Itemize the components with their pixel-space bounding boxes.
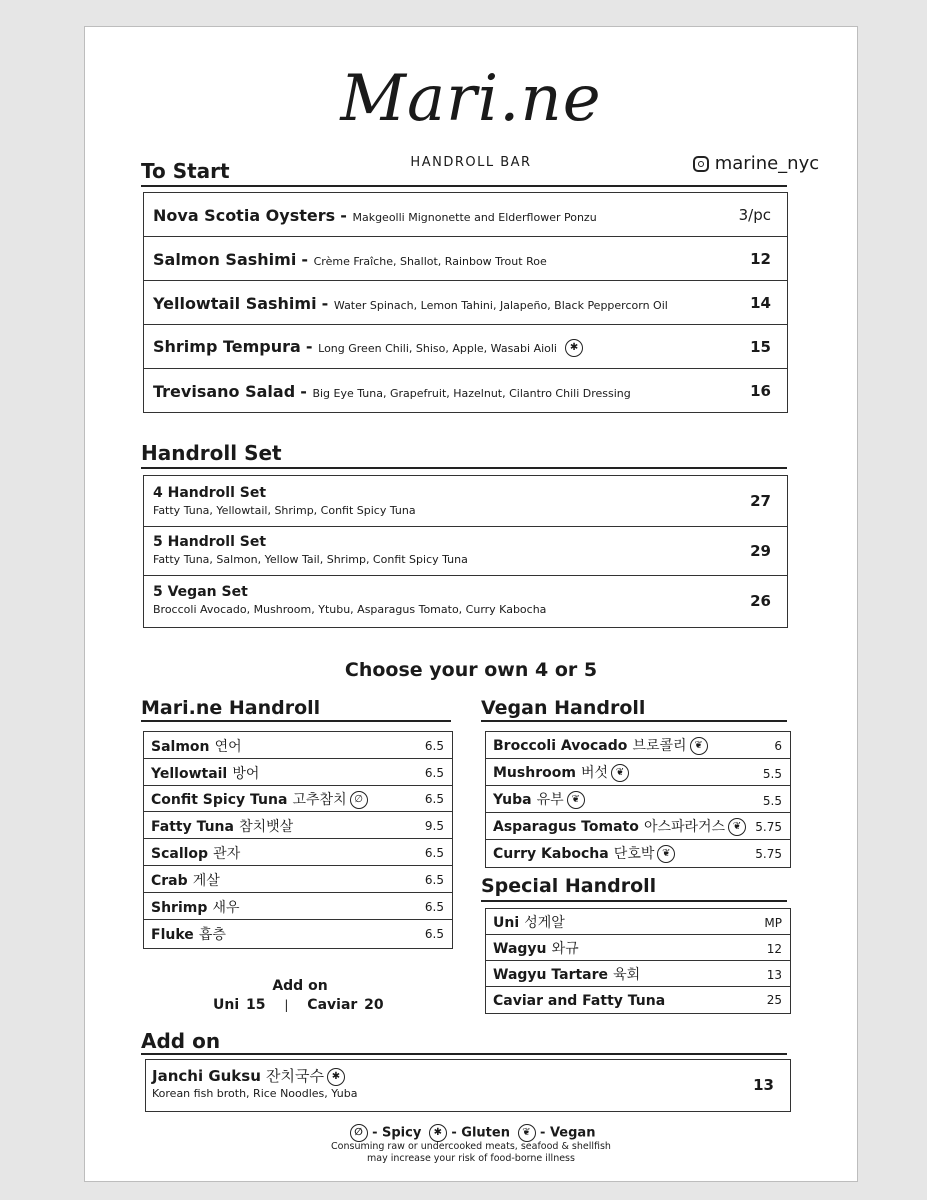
- addon-item: [152, 1065, 345, 1086]
- item-desc: Crème Fraîche, Shallot, Rainbow Trout Roe: [313, 255, 547, 268]
- instagram-text: marine_nyc: [714, 153, 820, 174]
- item-price: MP: [764, 916, 782, 930]
- item-name: Crab: [151, 873, 188, 889]
- item-price: 6.5: [424, 900, 444, 914]
- menu-item: Trevisano Salad - Big Eye Tuna, Grapefruit, Hazelnut, Cilantro Chili Dressing 16: [153, 382, 771, 401]
- list-item: [144, 893, 452, 920]
- item-desc: Water Spinach, Lemon Tahini, Jalapeño, Black Peppercorn Oil: [333, 299, 668, 312]
- item-desc: Long Green Chili, Shiso, Apple, Wasabi Aioli: [318, 342, 557, 355]
- vegan-icon: ❦: [657, 845, 675, 863]
- item-price: 6.5: [424, 846, 444, 860]
- to-start-title: To Start: [141, 159, 230, 183]
- instagram-icon: [693, 156, 709, 172]
- instagram-handle[interactable]: [693, 153, 819, 174]
- vegan-icon: ❦: [728, 818, 746, 836]
- legend: [85, 1124, 857, 1142]
- item-name: Fatty Tuna: [151, 819, 234, 835]
- caviar-price: 20: [364, 997, 384, 1013]
- item-name: Fluke: [151, 927, 194, 943]
- item-price: 9.5: [424, 819, 444, 833]
- food-safety-notice: [85, 1141, 857, 1165]
- list-item: [486, 732, 790, 759]
- item-kr: 새우: [212, 900, 240, 916]
- uni-label: Uni: [213, 997, 240, 1013]
- item-price: 6.5: [424, 792, 444, 806]
- item-name: Yellowtail Sashimi: [153, 294, 317, 313]
- list-item: [486, 813, 790, 840]
- item-price: 29: [750, 542, 771, 560]
- handroll-set-rule: [141, 467, 787, 469]
- menu-item: [144, 527, 787, 576]
- item-price: 26: [750, 592, 771, 610]
- gluten-icon: ✱: [327, 1068, 345, 1086]
- list-item: [486, 961, 790, 987]
- item-kr: 관자: [213, 846, 241, 862]
- legend-spicy: - Spicy: [372, 1125, 422, 1141]
- addon-title: Add on: [141, 1029, 221, 1053]
- item-name: Asparagus Tomato: [493, 819, 639, 835]
- item-name: Trevisano Salad: [153, 382, 296, 401]
- item-price: 12: [766, 942, 782, 956]
- item-price: 13: [753, 1076, 774, 1094]
- item-desc: Fatty Tuna, Salmon, Yellow Tail, Shrimp, Confit Spicy Tuna: [153, 553, 468, 566]
- item-name: Wagyu Tartare: [493, 967, 609, 983]
- to-start-box: [143, 192, 788, 413]
- uni-price: 15: [246, 997, 266, 1013]
- item-name: 5 Vegan Set: [153, 584, 248, 600]
- vegan-handroll-rule: [481, 720, 787, 722]
- to-start-rule: [141, 185, 787, 187]
- item-name: Broccoli Avocado: [493, 738, 628, 754]
- list-item: [144, 812, 452, 839]
- item-kr: 게살: [192, 873, 220, 889]
- item-desc: Makgeolli Mignonette and Elderflower Ponzu: [352, 211, 597, 224]
- item-price: 5.75: [755, 820, 782, 834]
- item-kr: 연어: [214, 739, 242, 755]
- item-price: 14: [750, 294, 771, 312]
- item-name: Salmon: [151, 739, 210, 755]
- menu-item: [144, 576, 787, 626]
- brand-logo: Mari.ne: [340, 62, 602, 136]
- list-item: [144, 839, 452, 866]
- list-item: [144, 920, 452, 947]
- addon-rule: [141, 1053, 787, 1055]
- list-item: [486, 840, 790, 867]
- menu-item: Nova Scotia Oysters - Makgeolli Mignonette and Elderflower Ponzu 3/pc: [144, 193, 787, 237]
- item-name: Shrimp Tempura: [153, 337, 301, 356]
- item-name: 4 Handroll Set: [153, 485, 267, 501]
- addon-small-prices: [213, 997, 384, 1013]
- list-item: [144, 759, 452, 786]
- item-kr: 참치뱃살: [239, 819, 294, 835]
- vegan-icon: ❦: [611, 764, 629, 782]
- item-kr: 버섯: [581, 765, 609, 781]
- notice-line-2: may increase your risk of food-borne illness: [367, 1153, 575, 1164]
- item-kr: 유부: [536, 792, 564, 808]
- item-name: 5 Handroll Set: [153, 534, 267, 550]
- marine-handroll-rule: [141, 720, 451, 722]
- menu-item: Shrimp Tempura - Long Green Chili, Shiso, Apple, Wasabi Aioli ✱ 15: [144, 325, 787, 369]
- item-kr: 와규: [551, 941, 579, 957]
- item-name: Uni: [493, 915, 520, 931]
- handroll-set-box: [143, 475, 788, 628]
- list-item: [486, 759, 790, 786]
- legend-vegan: - Vegan: [540, 1125, 596, 1141]
- item-price: 5.5: [762, 767, 782, 781]
- marine-handroll-box: [143, 731, 453, 949]
- vegan-handroll-box: [485, 731, 791, 868]
- item-price: 15: [750, 338, 771, 356]
- item-price: 3/pc: [738, 206, 771, 224]
- vegan-icon: ❦: [567, 791, 585, 809]
- item-price: 6.5: [424, 927, 444, 941]
- gluten-icon: ✱: [565, 339, 583, 357]
- list-item: [486, 786, 790, 813]
- addon-small-title: Add on: [272, 978, 328, 994]
- gluten-icon: ✱: [429, 1124, 447, 1142]
- spicy-icon: ∅: [350, 791, 368, 809]
- item-desc: Broccoli Avocado, Mushroom, Ytubu, Asparagus Tomato, Curry Kabocha: [153, 603, 547, 616]
- item-price: 16: [750, 382, 771, 400]
- item-kr: 브로콜리: [632, 738, 687, 754]
- menu-page: [84, 26, 858, 1182]
- item-desc: Fatty Tuna, Yellowtail, Shrimp, Confit Spicy Tuna: [153, 504, 416, 517]
- brand-subtitle: HANDROLL BAR: [410, 155, 532, 170]
- item-kr: 아스파라거스: [643, 819, 726, 835]
- list-item: [486, 935, 790, 961]
- list-item: [144, 786, 452, 812]
- item-name: Mushroom: [493, 765, 576, 781]
- addon-divider: |: [284, 998, 289, 1012]
- item-kr: 성게알: [524, 915, 565, 931]
- list-item: [486, 987, 790, 1013]
- item-kr: 육회: [613, 967, 641, 983]
- item-name: Salmon Sashimi: [153, 250, 297, 269]
- item-name: Curry Kabocha: [493, 846, 609, 862]
- item-desc: Korean fish broth, Rice Noodles, Yuba: [152, 1087, 358, 1100]
- item-name: Janchi Guksu: [152, 1067, 261, 1085]
- vegan-icon: ❦: [518, 1124, 536, 1142]
- spicy-icon: ∅: [350, 1124, 368, 1142]
- vegan-handroll-title: Vegan Handroll: [481, 697, 646, 719]
- menu-item: Salmon Sashimi - Crème Fraîche, Shallot, Rainbow Trout Roe 12: [144, 237, 787, 281]
- notice-line-1: Consuming raw or undercooked meats, seafood & shellfish: [331, 1141, 611, 1152]
- legend-gluten: - Gluten: [451, 1125, 510, 1141]
- marine-handroll-title: Mari.ne Handroll: [141, 697, 321, 719]
- vegan-icon: ❦: [690, 737, 708, 755]
- special-handroll-box: [485, 908, 791, 1014]
- item-name: Nova Scotia Oysters: [153, 206, 336, 225]
- item-name: Caviar and Fatty Tuna: [493, 993, 666, 1009]
- item-price: 13: [766, 968, 782, 982]
- menu-item: [144, 476, 787, 527]
- handroll-set-title: Handroll Set: [141, 441, 282, 465]
- item-kr: 흡층: [198, 927, 226, 943]
- item-price: 6.5: [424, 873, 444, 887]
- item-kr: 고추참치: [292, 792, 347, 808]
- caviar-label: Caviar: [307, 997, 358, 1013]
- item-price: 5.5: [762, 794, 782, 808]
- item-price: 5.75: [755, 847, 782, 861]
- addon-box: [145, 1059, 791, 1112]
- menu-item: Yellowtail Sashimi - Water Spinach, Lemon Tahini, Jalapeño, Black Peppercorn Oil 14: [144, 281, 787, 325]
- item-desc: Big Eye Tuna, Grapefruit, Hazelnut, Cilantro Chili Dressing: [312, 387, 631, 400]
- item-name: Confit Spicy Tuna: [151, 792, 288, 808]
- item-price: 25: [766, 993, 782, 1007]
- item-price: 12: [750, 250, 771, 268]
- item-kr: 잔치국수: [265, 1067, 324, 1085]
- item-kr: 단호박: [613, 846, 655, 862]
- item-price: 6.5: [424, 739, 444, 753]
- item-name: Yellowtail: [151, 766, 228, 782]
- item-price: 6.5: [424, 766, 444, 780]
- item-name: Wagyu: [493, 941, 547, 957]
- item-name: Scallop: [151, 846, 209, 862]
- item-kr: 방어: [232, 766, 260, 782]
- item-price: 6: [774, 739, 782, 753]
- list-item: [144, 732, 452, 759]
- list-item: [144, 866, 452, 893]
- special-handroll-rule: [481, 900, 787, 902]
- list-item: [486, 909, 790, 935]
- item-name: Shrimp: [151, 900, 208, 916]
- special-handroll-title: Special Handroll: [481, 875, 657, 897]
- item-name: Yuba: [493, 792, 532, 808]
- item-price: 27: [750, 492, 771, 510]
- choose-heading: Choose your own 4 or 5: [344, 659, 598, 681]
